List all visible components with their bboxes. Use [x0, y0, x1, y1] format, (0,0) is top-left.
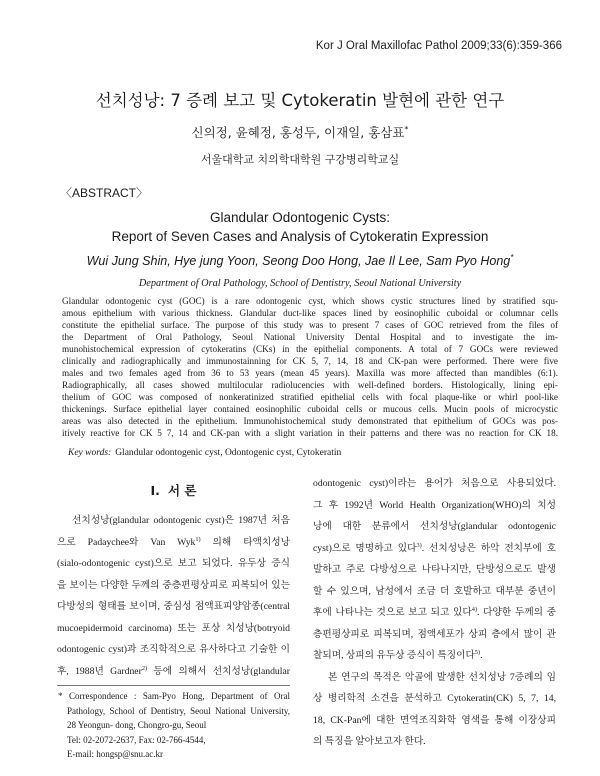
- author-list-korean: [0, 124, 600, 142]
- body-line: 후에 나타나는 것으로 보고 되고 있다$^{4)}$. 다양한 두께의 중: [313, 605, 556, 618]
- affiliation-korean: 서울대학교 치의학대학원 구강병리학교실: [200, 153, 400, 166]
- footnote-line: E-mail: hongsp@snu.ac.kr: [67, 749, 164, 759]
- footnote-line: Tel: 02-2072-2637, Fax: 02-766-4544,: [67, 734, 206, 745]
- author-names-english: Wui Jung Shin, Hye jung Yoon, Seong Doo Hong, Jae Il Lee, Sam Pyo Hong: [86, 254, 511, 268]
- reference-mark: 3): [416, 541, 422, 549]
- right-column-body: [313, 473, 556, 753]
- body-line: odontogenic cyst)이라는 용어가 처음으로 사용되었다.: [313, 478, 556, 489]
- journal-citation: Kor J Oral Maxillofac Pathol 2009;33(6):359-366: [315, 40, 562, 52]
- footnote-rule: [57, 685, 290, 686]
- body-line: 18, CK-Pan에 대한 면역조직화학 염색을 통해 이장상피: [313, 714, 556, 726]
- section-number: I.: [150, 483, 160, 498]
- abstract-line: areas was also detected in the epithelium. Immunohistochemical study demonstrated that epithelium of GOCs was pos-: [62, 416, 558, 426]
- author-names-korean: 신의정, 윤혜정, 홍성두, 이재일, 홍삼표: [191, 125, 405, 140]
- corresponding-author-mark: *: [404, 123, 409, 134]
- body-line: cyst)으로 명명하고 있다$^{3)}$. 선치성낭은 하악 전치부에 호: [313, 541, 557, 554]
- abstract-text: [62, 295, 558, 439]
- correspondence-footnote: [58, 689, 290, 762]
- abstract-line: amous epithelium with various thickness. Glandular duct-like spaces lined by eosinophilic cuboidal or columnar cells: [62, 308, 558, 318]
- keywords-label: Key words:: [68, 448, 112, 458]
- body-line: 선치성낭(glandular odontogenic cyst)은 1987년 처음: [72, 515, 290, 526]
- section-heading-introduction: [57, 482, 290, 500]
- abstract-line: itively reactive for CK 5 7, 14 and CK-pan with a slight variation in their patterns and there was no reaction for CK 18.: [62, 428, 558, 438]
- body-line: 을 보이는 다양한 두께의 중층편평상피로 피복되어 있는: [57, 579, 290, 591]
- abstract-line: Radiographically, all cases showed multilocular radiolucencies with well-defined borders. Histologically, lining epi-: [62, 380, 558, 390]
- keywords: [68, 447, 341, 459]
- department-english: Department of Oral Pathology, School of Dentistry, Seoul National University: [138, 278, 462, 289]
- body-line: 발하고 주로 다방성으로 나타나지만, 단방성으로도 발생: [313, 564, 556, 575]
- abstract-line: thelium of GOC was composed of nonkeratinized stratified epithelial cells with focal plaque-like or whirl pool-like: [62, 392, 558, 402]
- abstract-line: munohistochemical expression of cytokeratins (CKs) in the epithelial components. A total of 7 GOCs were reviewed: [62, 344, 558, 354]
- body-line: 다방성의 형태를 보이며, 중심성 점액표피양암종(central: [57, 601, 290, 612]
- keywords-text: Glandular odontogenic cyst, Odontogenic cyst, Cytokeratin: [115, 448, 342, 458]
- abstract-line: the Department of Oral Pathology, Seoul National University Dental Hospital and to investigate the im-: [62, 332, 558, 342]
- reference-mark: 1): [195, 535, 201, 543]
- body-line: 그 후 1992년 World Health Organization(WHO)의 치성: [313, 499, 556, 511]
- body-line: odontogenic cyst)과 조직학적으로 유사하다고 기술한 이: [57, 644, 290, 655]
- abstract-line: males and two females aged from 36 to 53 years (mean 45 years). Maxilla was more affected than mandibles (6:1).: [62, 368, 558, 378]
- reference-mark: 2): [141, 664, 148, 672]
- abstract-line: thickenings. Surface epithelial layer contained eosinophilic cuboidal cells or mucous cells. Mucin pools of microcystic: [62, 404, 558, 414]
- body-line: 낭에 대한 분류에서 선치성낭(glandular odontogenic: [313, 521, 556, 532]
- paper-title-korean: 선치성낭: 7 증례 보고 및 Cytokeratin 발현에 관한 연구: [95, 91, 505, 110]
- abstract-line: clinically and radiographically and immunostainning for CK 5, 7, 14, 18 and CK-pan were performed. There were five: [62, 356, 558, 366]
- abstract-line: Glandular odontogenic cyst (GOC) is a rare odontogenic cyst, which shows cystic structures lined by stratified squ-: [62, 296, 558, 306]
- footnote-line: Pathology, School of Dentistry, Seoul National University,: [67, 705, 290, 716]
- body-line: 상 병리학적 소견을 분석하고 Cytokeratin(CK) 5, 7, 14,: [313, 693, 556, 704]
- body-line: 찰되며, 상피의 유두상 증식이 특징이다$^{5)}$.: [313, 648, 483, 661]
- footnote-line: 28 Yeongun- dong, Chongro-gu, Seoul: [67, 720, 207, 730]
- left-column-body: [57, 510, 290, 682]
- corresponding-author-mark-english: *: [510, 252, 514, 262]
- english-title-line: Glandular Odontogenic Cysts:: [209, 210, 391, 225]
- body-line: 본 연구의 목적은 악골에 발생한 선치성낭 7증례의 임: [328, 671, 556, 683]
- paper-title-english: [0, 208, 600, 246]
- abstract-heading: 〈ABSTRACT〉: [60, 186, 149, 200]
- footnote-line: * Correspondence : Sam-Pyo Hong, Department of Oral: [58, 691, 290, 701]
- reference-mark: 4): [471, 605, 478, 613]
- body-line: (sialo-odontogenic cyst)으로 보고 되었다. 유두상 증식: [57, 558, 290, 569]
- body-line: 의 특징을 알아보고자 한다.: [313, 736, 426, 747]
- body-line: 층편평상피로 피복되며, 점액세포가 상피 층에서 많이 관: [313, 628, 556, 640]
- body-line: 후, 1988년 Gardner$^{2)}$ 등에 의해서 선치성낭(glandular: [57, 664, 290, 677]
- body-line: 할 수 있으며, 남성에서 조금 더 호발하고 대부분 중년이: [313, 585, 556, 597]
- section-title: 서 론: [167, 483, 197, 498]
- body-line: 으로 Padaychee와 Van Wyk$^{1)}$ 의해 타액치성낭: [57, 535, 290, 548]
- english-title-line: Report of Seven Cases and Analysis of Cytokeratin Expression: [111, 229, 489, 244]
- reference-mark: 5): [474, 648, 481, 656]
- abstract-line: constitute the epithelial surface. The purpose of this study was to present 7 cases of GOC retrieved from the files of: [62, 320, 558, 330]
- author-list-english: [0, 252, 600, 270]
- body-line: mucoepidermoid carcinoma) 또는 포상 치성낭(botryoid: [57, 622, 290, 634]
